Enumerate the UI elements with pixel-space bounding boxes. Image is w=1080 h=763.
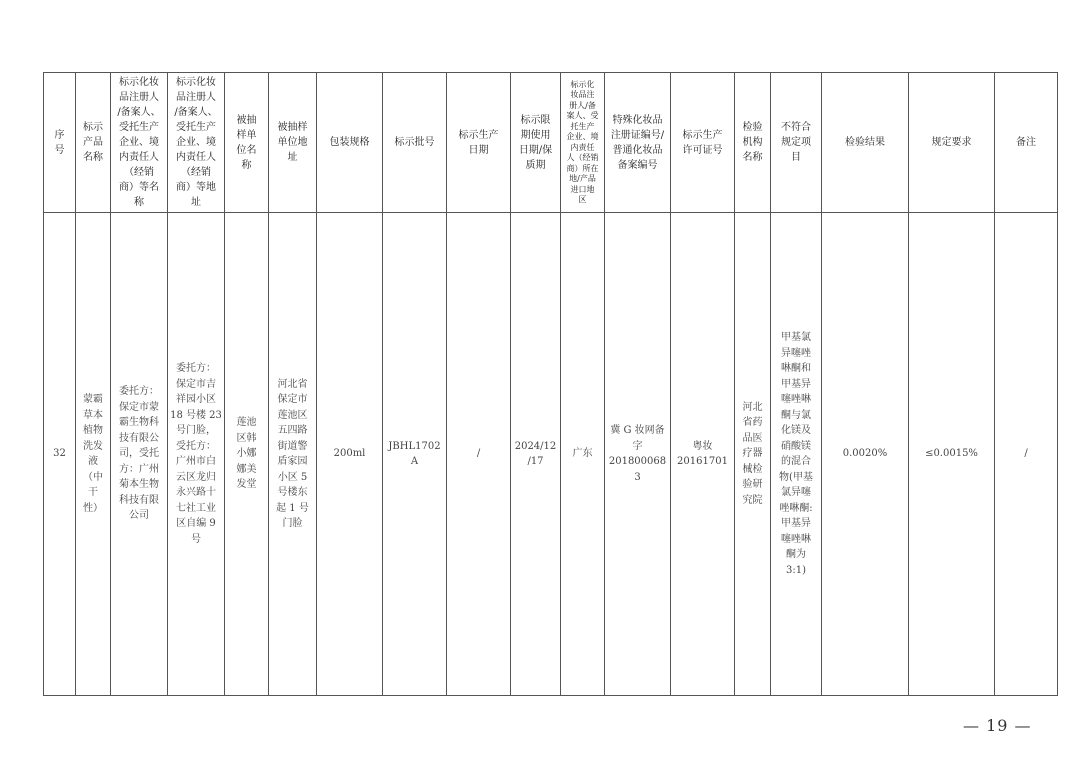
header-row bbox=[44, 73, 1058, 213]
cell-requirement: ≤0.0015% bbox=[909, 213, 995, 696]
cell-test-result: 0.0020% bbox=[822, 213, 909, 696]
header-batch-no: 标示批号 bbox=[383, 73, 447, 213]
header-product-name: 标示 产品 名称 bbox=[76, 73, 111, 213]
header-failed-item: 不符合 规定项 目 bbox=[771, 73, 822, 213]
header-remarks: 备注 bbox=[995, 73, 1058, 213]
cell-sampled-unit: 莲池 区韩 小娜 娜美 发堂 bbox=[225, 213, 269, 696]
table-row bbox=[44, 213, 1058, 696]
cell-failed-item: 甲基氯 异噻唑 啉酮和 甲基异 噻唑啉 酮与氯 化镁及 硝酸镁 的混合 物(甲基 氯异噻 唑啉酮: 甲基异 噻唑啉 酮为 3:1) bbox=[771, 213, 822, 696]
cell-license-no: 粤妆 20161701 bbox=[671, 213, 735, 696]
cell-batch-no: JBHL1702 A bbox=[383, 213, 447, 696]
cell-origin-region: 广东 bbox=[561, 213, 605, 696]
header-testing-org: 检验 机构 名称 bbox=[735, 73, 771, 213]
header-origin-region: 标示化 妆品注 册人/备 案人、受 托生产 企业、境 内责任 人（经销 商）所在 地/产品 进口地 区 bbox=[561, 73, 605, 213]
inspection-results-table bbox=[43, 72, 1058, 696]
header-requirement: 规定要求 bbox=[909, 73, 995, 213]
header-filing-no: 特殊化妆品 注册证编号/ 普通化妆品 备案编号 bbox=[605, 73, 671, 213]
cell-seq: 32 bbox=[44, 213, 76, 696]
header-registrant-address: 标示化妆 品注册人 /备案人、 受托生产 企业、境 内责任人 （经销 商）等地 址 bbox=[168, 73, 225, 213]
header-package-spec: 包装规格 bbox=[317, 73, 383, 213]
header-expiry-date: 标示限 期使用 日期/保 质期 bbox=[511, 73, 561, 213]
header-test-result: 检验结果 bbox=[822, 73, 909, 213]
cell-production-date: / bbox=[447, 213, 511, 696]
header-sampled-address: 被抽样 单位地 址 bbox=[269, 73, 317, 213]
cell-remarks: / bbox=[995, 213, 1058, 696]
cell-registrant-name: 委托方： 保定市蒙 霸生物科 技有限公 司，受托 方：广州 菊本生物 科技有限 公司 bbox=[111, 213, 168, 696]
page-number: — 19 — bbox=[963, 716, 1032, 735]
cell-filing-no: 冀 G 妆网备 字 2018000683 bbox=[605, 213, 671, 696]
cell-package-spec: 200ml bbox=[317, 213, 383, 696]
header-seq: 序 号 bbox=[44, 73, 76, 213]
cell-product-name: 蒙霸 草本 植物 洗发 液 （中 干 性） bbox=[76, 213, 111, 696]
header-production-date: 标示生产 日期 bbox=[447, 73, 511, 213]
cell-registrant-address: 委托方： 保定市吉 祥园小区 18 号楼 23 号门脸， 受托方： 广州市白 云区龙归 永兴路十 七社工业 区自编 9 号 bbox=[168, 213, 225, 696]
header-sampled-unit: 被抽 样单 位名 称 bbox=[225, 73, 269, 213]
cell-sampled-address: 河北省 保定市 莲池区 五四路 街道警 盾家园 小区 5 号楼东 起 1 号 门脸 bbox=[269, 213, 317, 696]
header-license-no: 标示生产 许可证号 bbox=[671, 73, 735, 213]
cell-expiry-date: 2024/12 /17 bbox=[511, 213, 561, 696]
header-registrant-name: 标示化妆 品注册人 /备案人、 受托生产 企业、境 内责任人 （经销 商）等名 称 bbox=[111, 73, 168, 213]
cell-testing-org: 河北 省药 品医 疗器 械检 验研 究院 bbox=[735, 213, 771, 696]
